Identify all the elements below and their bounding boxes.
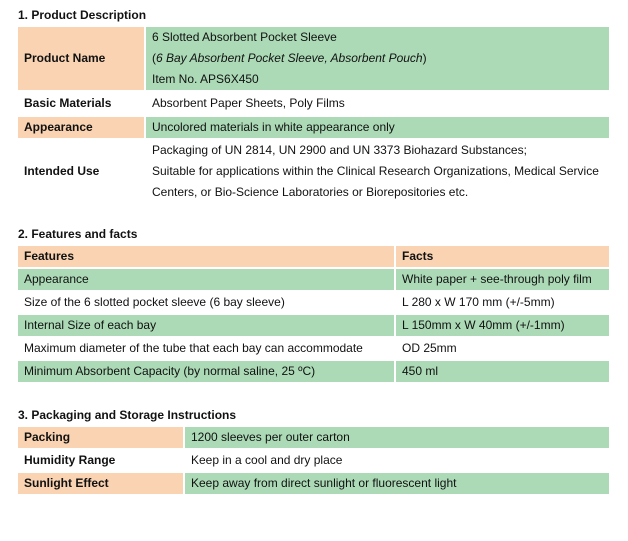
alt-names: 6 Bay Absorbent Pocket Sleeve, Absorbent Pouch: [156, 51, 423, 65]
row-value: 1200 sleeves per outer carton: [185, 427, 609, 448]
product-name-line: 6 Slotted Absorbent Pocket Sleeve: [152, 30, 337, 44]
row-label: Intended Use: [24, 164, 100, 178]
row-label: Product Name: [18, 27, 144, 90]
table-row: [18, 92, 609, 115]
table-row: [18, 450, 609, 471]
table-row: [18, 338, 609, 359]
table-row: [18, 269, 609, 290]
row-label: Packing: [18, 427, 183, 448]
table-row: [18, 292, 609, 313]
table-row: [18, 117, 609, 138]
intended-use-value: [146, 140, 609, 203]
paren: (: [152, 51, 156, 65]
row-value: Keep in a cool and dry place: [191, 453, 343, 467]
feature-cell: Minimum Absorbent Capacity (by normal saline, 25 ºC): [18, 361, 394, 382]
item-number: Item No. APS6X450: [152, 72, 259, 86]
feature-cell: Size of the 6 slotted pocket sleeve (6 bay sleeve): [24, 295, 285, 309]
fact-cell: OD 25mm: [402, 341, 457, 355]
fact-cell: 450 ml: [396, 361, 609, 382]
paren: ): [422, 51, 427, 65]
product-name-value: [146, 27, 609, 90]
product-description-table: [16, 25, 611, 205]
section-title-features: 2. Features and facts: [18, 227, 138, 241]
feature-cell: Appearance: [18, 269, 394, 290]
table-row: [18, 427, 609, 448]
row-value: Keep away from direct sunlight or fluorescent light: [185, 473, 609, 494]
table-row: [18, 27, 609, 90]
column-header: Facts: [396, 246, 609, 267]
product-name-alt-line: [152, 48, 603, 69]
row-value: Absorbent Paper Sheets, Poly Films: [152, 96, 345, 110]
text-line: Packaging of UN 2814, UN 2900 and UN 3373 Biohazard Substances;: [152, 143, 527, 157]
feature-cell: Internal Size of each bay: [18, 315, 394, 336]
fact-cell: White paper + see-through poly film: [396, 269, 609, 290]
row-label: Humidity Range: [24, 453, 116, 467]
packaging-table: [16, 425, 611, 496]
row-label: Appearance: [18, 117, 144, 138]
text-line: Suitable for applications within the Clinical Research Organizations, Medical Service: [152, 164, 599, 178]
table-row: [18, 140, 609, 203]
section-title-product-description: 1. Product Description: [18, 8, 147, 22]
row-label: Sunlight Effect: [18, 473, 183, 494]
table-row: [18, 473, 609, 494]
row-value: Uncolored materials in white appearance only: [146, 117, 609, 138]
header-row: [18, 246, 609, 267]
row-label: Basic Materials: [24, 96, 112, 110]
table-row: [18, 361, 609, 382]
table-row: [18, 315, 609, 336]
fact-cell: L 150mm x W 40mm (+/-1mm): [396, 315, 609, 336]
feature-cell: Maximum diameter of the tube that each bay can accommodate: [24, 341, 363, 355]
fact-cell: L 280 x W 170 mm (+/-5mm): [402, 295, 555, 309]
text-line: Centers, or Bio-Science Laboratories or Biorepositories etc.: [152, 185, 469, 199]
features-table: [16, 244, 611, 384]
column-header: Features: [18, 246, 394, 267]
section-title-packaging: 3. Packaging and Storage Instructions: [18, 408, 237, 422]
